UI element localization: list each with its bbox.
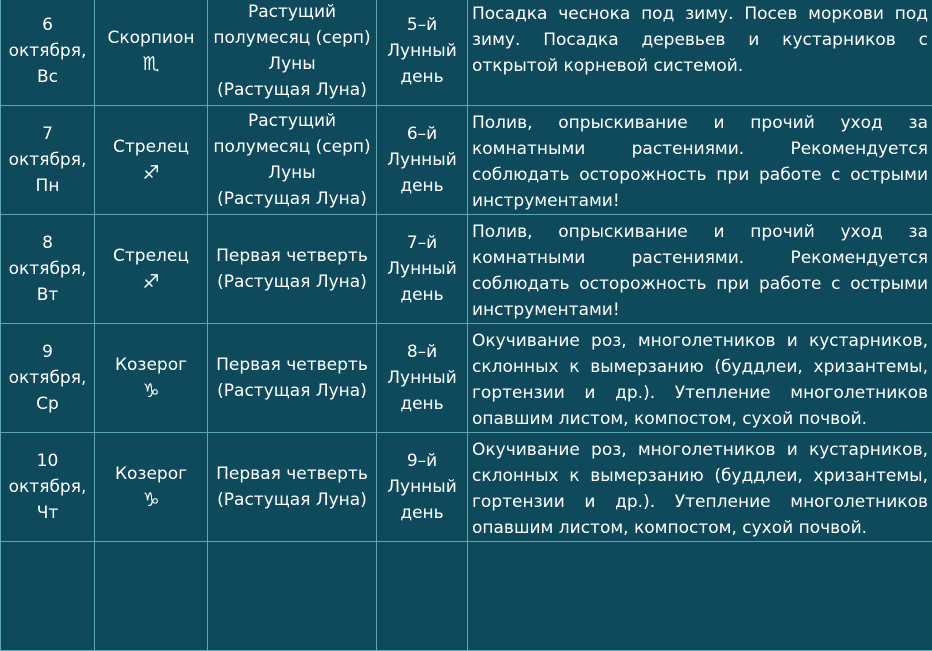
zodiac-cell: [95, 542, 208, 651]
lunar-day-label: день: [377, 500, 467, 526]
moon-phase-cell: [208, 215, 377, 324]
date-weekday: Пн: [1, 173, 94, 199]
capricorn-icon: ♑: [95, 378, 207, 404]
moon-phase-line: полумесяц (серп): [208, 134, 376, 160]
date-month: октября,: [1, 256, 94, 282]
date-month: октября,: [1, 474, 94, 500]
description-cell: [468, 433, 932, 542]
lunar-day-label: Лунный: [377, 38, 467, 64]
date-cell: [1, 324, 95, 433]
zodiac-cell: [95, 324, 208, 433]
table-row: [1, 215, 932, 324]
calendar-body: [1, 0, 932, 651]
lunar-day-cell: [377, 215, 468, 324]
zodiac-cell: [95, 106, 208, 215]
table-row: [1, 106, 932, 215]
date-month: октября,: [1, 365, 94, 391]
lunar-day-label: день: [377, 173, 467, 199]
date-cell: [1, 0, 95, 106]
zodiac-sign: Скорпион: [95, 25, 207, 51]
date-cell: [1, 215, 95, 324]
date-day: 10: [1, 448, 94, 474]
zodiac-sign: Стрелец: [95, 134, 207, 160]
capricorn-icon: ♑: [95, 487, 207, 513]
moon-phase-line: Растущий: [208, 0, 376, 25]
work-description: Полив, опрыскивание и прочий уход за комнатными растениями. Рекомендуется соблюдать осторожность при работе с острыми инструментами!: [472, 110, 928, 214]
date-day: 8: [1, 230, 94, 256]
lunar-day-label: день: [377, 391, 467, 417]
zodiac-cell: [95, 215, 208, 324]
lunar-day-cell: [377, 324, 468, 433]
date-weekday: Вт: [1, 282, 94, 308]
moon-phase-line: Луны: [208, 160, 376, 186]
moon-phase-line: (Растущая Луна): [208, 378, 376, 404]
lunar-day-number: 7–й: [377, 230, 467, 256]
lunar-day-number: 5–й: [377, 12, 467, 38]
lunar-day-number: 6–й: [377, 121, 467, 147]
description-cell: [468, 542, 932, 651]
lunar-day-label: день: [377, 64, 467, 90]
lunar-day-cell: [377, 542, 468, 651]
moon-phase-cell: [208, 324, 377, 433]
date-cell: [1, 542, 95, 651]
table-row: [1, 542, 932, 651]
moon-phase-cell: [208, 433, 377, 542]
work-description: Полив, опрыскивание и прочий уход за комнатными растениями. Рекомендуется соблюдать осторожность при работе с острыми инструментами!: [472, 219, 928, 323]
date-weekday: Вс: [1, 64, 94, 90]
date-day: 9: [1, 339, 94, 365]
lunar-day-cell: [377, 433, 468, 542]
lunar-day-label: Лунный: [377, 147, 467, 173]
description-cell: [468, 215, 932, 324]
work-description: Окучивание роз, многолетников и кустарников, склонных к вымерзанию (буддлеи, хризантемы, гортензии и др.). Утепление многолетников опавшим листом, компостом, сухой почвой.: [472, 328, 928, 432]
date-month: октября,: [1, 147, 94, 173]
date-weekday: Чт: [1, 500, 94, 526]
zodiac-sign: Козерог: [95, 352, 207, 378]
lunar-day-label: Лунный: [377, 474, 467, 500]
lunar-day-label: Лунный: [377, 256, 467, 282]
date-day: 7: [1, 121, 94, 147]
date-cell: [1, 433, 95, 542]
work-description: Посадка чеснока под зиму. Посев моркови под зиму. Посадка деревьев и кустарников с открытой корневой системой.: [472, 1, 928, 79]
scorpio-icon: ♏: [95, 51, 207, 77]
moon-phase-line: (Растущая Луна): [208, 77, 376, 103]
date-day: 6: [1, 12, 94, 38]
moon-phase-cell: [208, 106, 377, 215]
moon-phase-line: Растущий: [208, 108, 376, 134]
description-cell: [468, 0, 932, 106]
lunar-day-number: 9–й: [377, 448, 467, 474]
sagittarius-icon: ♐: [95, 269, 207, 295]
moon-phase-line: (Растущая Луна): [208, 186, 376, 212]
lunar-day-label: Лунный: [377, 365, 467, 391]
sagittarius-icon: ♐: [95, 160, 207, 186]
zodiac-sign: Стрелец: [95, 243, 207, 269]
description-cell: [468, 106, 932, 215]
work-description: Окучивание роз, многолетников и кустарников, склонных к вымерзанию (буддлеи, хризантемы, гортензии и др.). Утепление многолетников опавшим листом, компостом, сухой почвой.: [472, 437, 928, 541]
moon-phase-line: (Растущая Луна): [208, 269, 376, 295]
date-cell: [1, 106, 95, 215]
lunar-day-label: день: [377, 282, 467, 308]
lunar-day-cell: [377, 0, 468, 106]
zodiac-cell: [95, 0, 208, 106]
moon-phase-line: Первая четверть: [208, 461, 376, 487]
table-row: [1, 324, 932, 433]
lunar-day-cell: [377, 106, 468, 215]
moon-phase-line: Первая четверть: [208, 243, 376, 269]
date-weekday: Ср: [1, 391, 94, 417]
moon-phase-cell: [208, 0, 377, 106]
moon-phase-line: полумесяц (серп): [208, 25, 376, 51]
zodiac-sign: Козерог: [95, 461, 207, 487]
moon-phase-line: Луны: [208, 51, 376, 77]
moon-phase-line: Первая четверть: [208, 352, 376, 378]
table-row: [1, 0, 932, 106]
zodiac-cell: [95, 433, 208, 542]
moon-phase-line: (Растущая Луна): [208, 487, 376, 513]
date-month: октября,: [1, 38, 94, 64]
moon-phase-cell: [208, 542, 377, 651]
description-cell: [468, 324, 932, 433]
lunar-day-number: 8–й: [377, 339, 467, 365]
table-row: [1, 433, 932, 542]
